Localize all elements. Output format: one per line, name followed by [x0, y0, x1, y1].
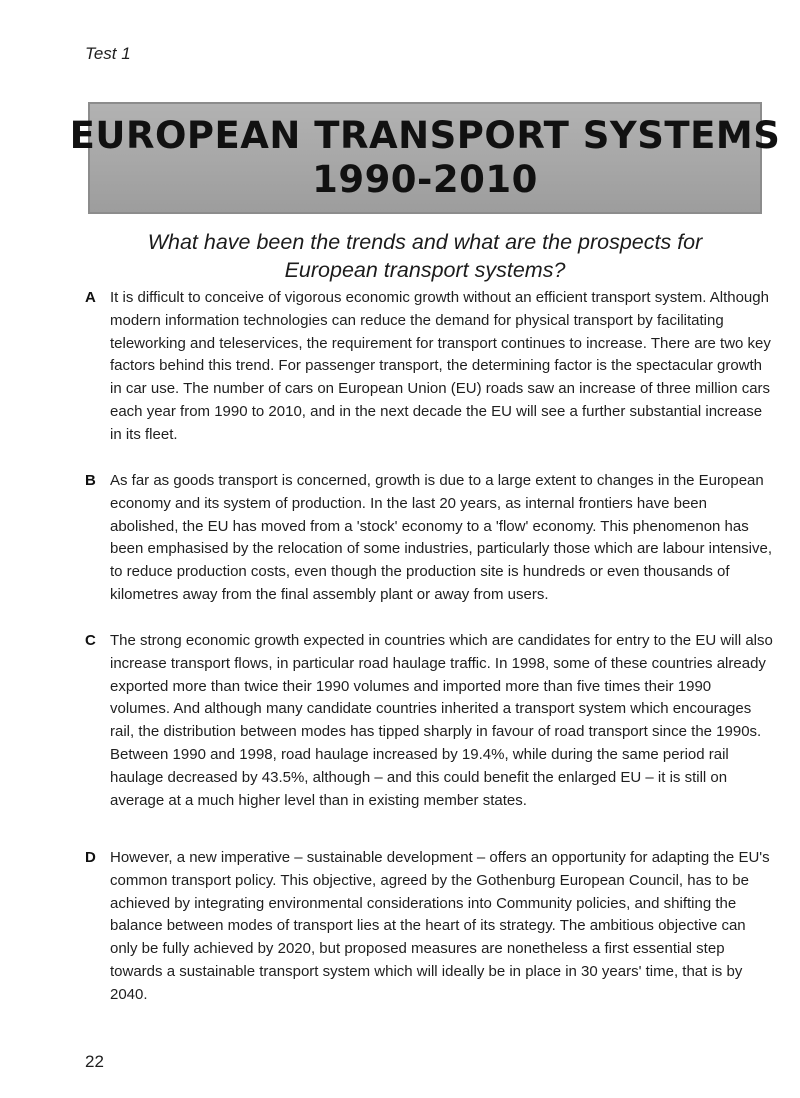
- title-banner: [69, 102, 781, 214]
- paragraph-letter: B: [85, 472, 96, 489]
- paragraph-text: It is difficult to conceive of vigorous economic growth without an efficient transport system. Although modern information technologies can reduce the demand for physical transport by facilitating teleworking and teleservices, the requirement for transport continues to increase. There are two key factors behind this trend. For passenger transport, the determining factor is the spectacular growth in car use. The number of cars on European Union (EU) roads saw an increase of three million cars each year from 1990 to 2010, and in the next decade the EU will see a further substantial increase in its fleet.: [110, 289, 771, 443]
- paragraph-text: As far as goods transport is concerned, growth is due to a large extent to changes in the European economy and its system of production. In the last 20 years, as internal frontiers have been abolished, the EU has moved from a 'stock' economy to a 'flow' economy. This phenomenon has been emphasised by the relocation of some industries, particularly those which are labour intensive, to reduce production costs, even though the production site is hundreds or even thousands of kilometres away from the final assembly plant or away from users.: [110, 472, 773, 603]
- article-subtitle: [88, 228, 762, 284]
- paragraph-letter: D: [85, 849, 96, 866]
- paragraph-text: The strong economic growth expected in countries which are candidates for entry to the EU will also increase transport flows, in particular road haulage traffic. In 1998, some of these countries already exported more than twice their 1990 volumes and imported more than five times their 1990 volumes. And although many candidate countries inherited a transport system which encourages rail, the distribution between modes has tipped sharply in favour of road transport since the 1990s. Between 1990 and 1998, road haulage increased by 19.4%, while during the same period rail haulage decreased by 43.5%, although – and this could benefit the enlarged EU – it is still on average at a much higher level than in existing member states.: [110, 632, 773, 809]
- subtitle-line-1: What have been the trends and what are the prospects for: [147, 230, 703, 254]
- paragraph-letter: C: [85, 632, 96, 649]
- running-header: Test 1: [85, 44, 131, 63]
- paragraph-letter: A: [85, 289, 96, 306]
- article-title-line-2: 1990-2010: [312, 158, 538, 201]
- page-number: 22: [85, 1052, 104, 1071]
- paragraph-a: [85, 287, 775, 447]
- paragraph-d: [85, 847, 775, 1007]
- paragraph-text: However, a new imperative – sustainable development – offers an opportunity for adapting the EU's common transport policy. This objective, agreed by the Gothenburg European Council, has to be achieved by integrating environmental considerations into Community policies, and shifting the balance between modes of transport lies at the heart of its strategy. The ambitious objective can only be fully achieved by 2020, but proposed measures are nonetheless a first essential step towards a sustainable transport system which will ideally be in place in 30 years' time, that is by 2040.: [110, 849, 770, 1003]
- article-title-line-1: EUROPEAN TRANSPORT SYSTEMS: [69, 114, 781, 157]
- paragraph-b: [85, 470, 775, 607]
- paragraph-c: [85, 630, 775, 812]
- subtitle-line-2: European transport systems?: [284, 258, 566, 282]
